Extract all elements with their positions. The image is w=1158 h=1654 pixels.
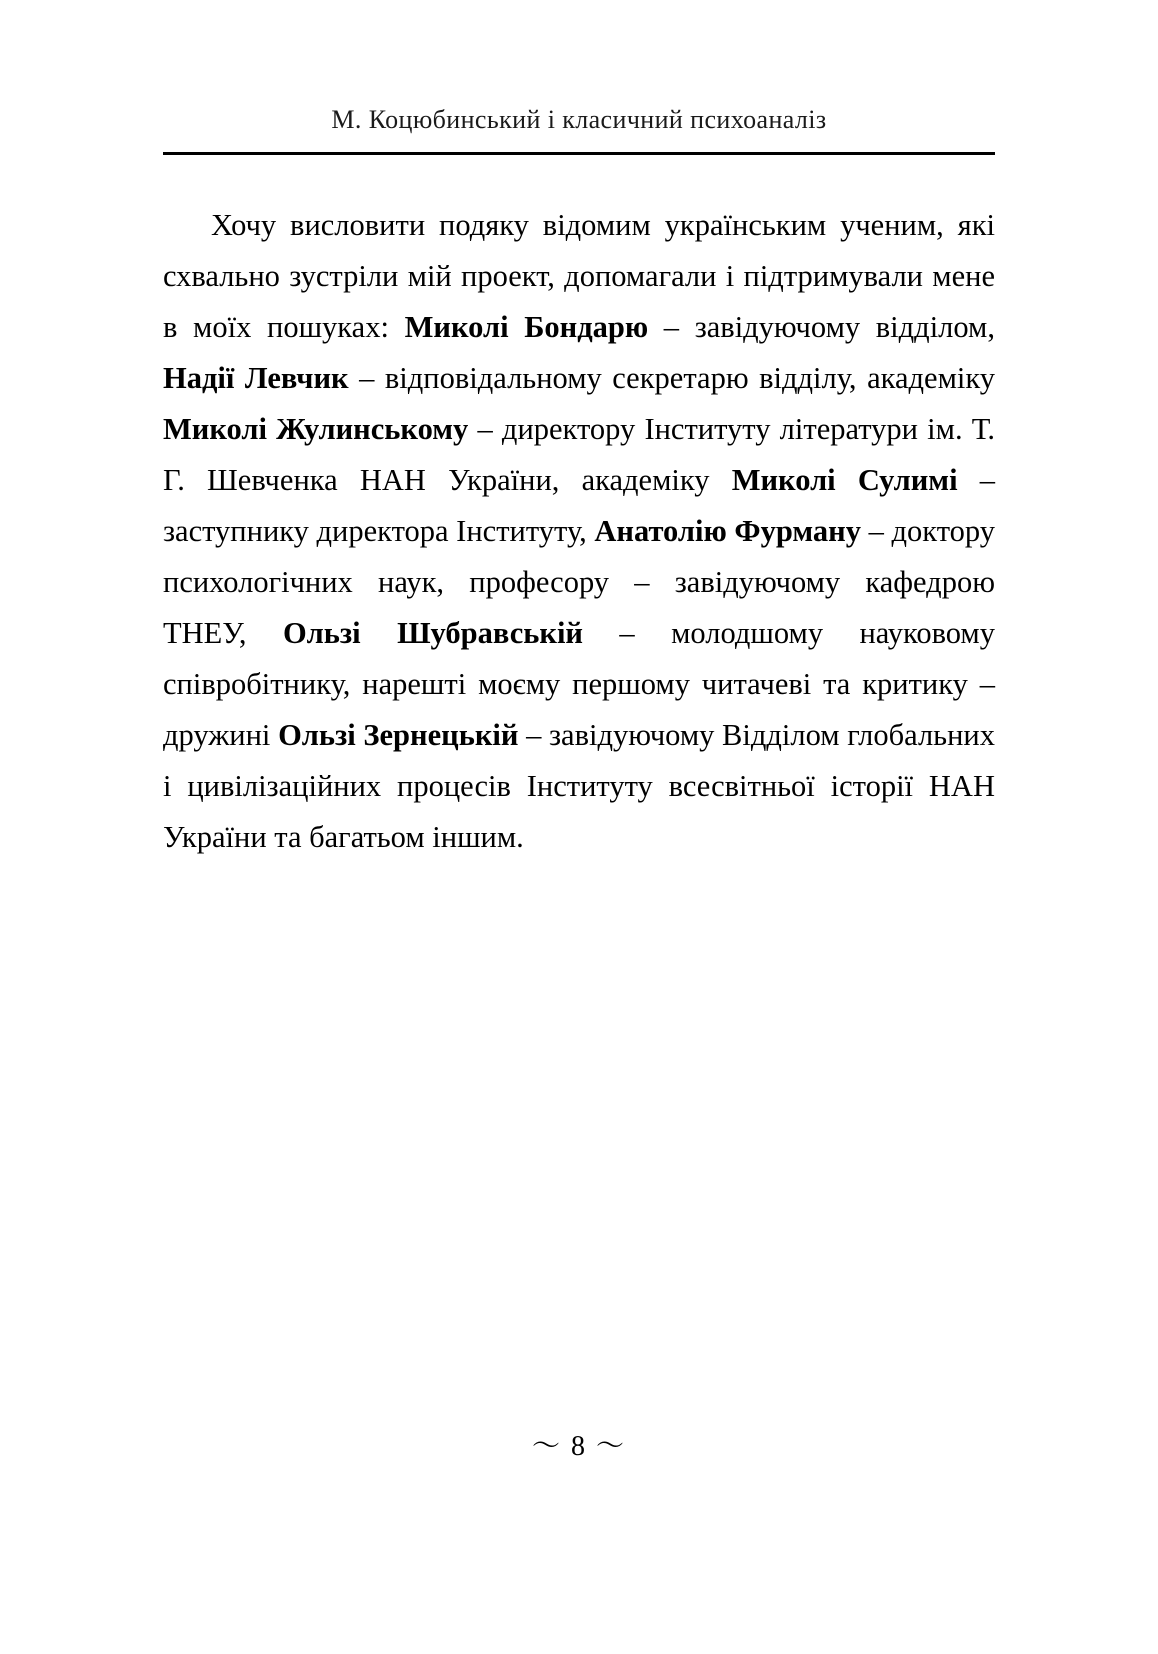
emphasised-name: Ользі Зернецькій <box>278 718 519 752</box>
emphasised-name: Миколі Бондарю <box>404 310 649 344</box>
text-run: – завідуючому Відділом глобальних і цивілізаційних процесів Інституту всесвітньої історії НАН України та багатьом іншим. <box>163 718 995 854</box>
acknowledgements-paragraph <box>163 200 995 863</box>
emphasised-name: Ользі Шубравській <box>282 616 584 650</box>
text-run: – заступнику директора Інституту, <box>163 463 995 548</box>
page-number: 〜 8 〜 <box>531 1431 626 1462</box>
text-run: – відповідальному секретарю відділу, академіку <box>348 361 995 395</box>
text-run: Хочу висловити подяку відомим українським ученим, які схвально зустріли мій проект, допомагали і підтримували мене в моїх пошуках: <box>163 208 995 344</box>
header-divider <box>163 152 995 155</box>
emphasised-name: Надії Левчик <box>163 361 349 395</box>
text-run: – молодшому науковому співробітнику, нарешті моєму першому читачеві та критику – дружині <box>163 616 995 752</box>
text-run: – доктору психологічних наук, професору – завідуючому кафедрою ТНЕУ, <box>163 514 995 650</box>
emphasised-name: Миколі Сулимі <box>731 463 958 497</box>
emphasised-name: Миколі Жулинському <box>163 412 469 446</box>
text-run: – завідуючому відділом, <box>648 310 995 344</box>
running-head: М. Коцюбинський і класичний психоаналіз <box>331 105 827 134</box>
text-run: – директору Інституту літератури ім. Т. Г. Шевченка НАН України, академіку <box>163 412 995 497</box>
emphasised-name: Анатолію Фурману <box>594 514 862 548</box>
